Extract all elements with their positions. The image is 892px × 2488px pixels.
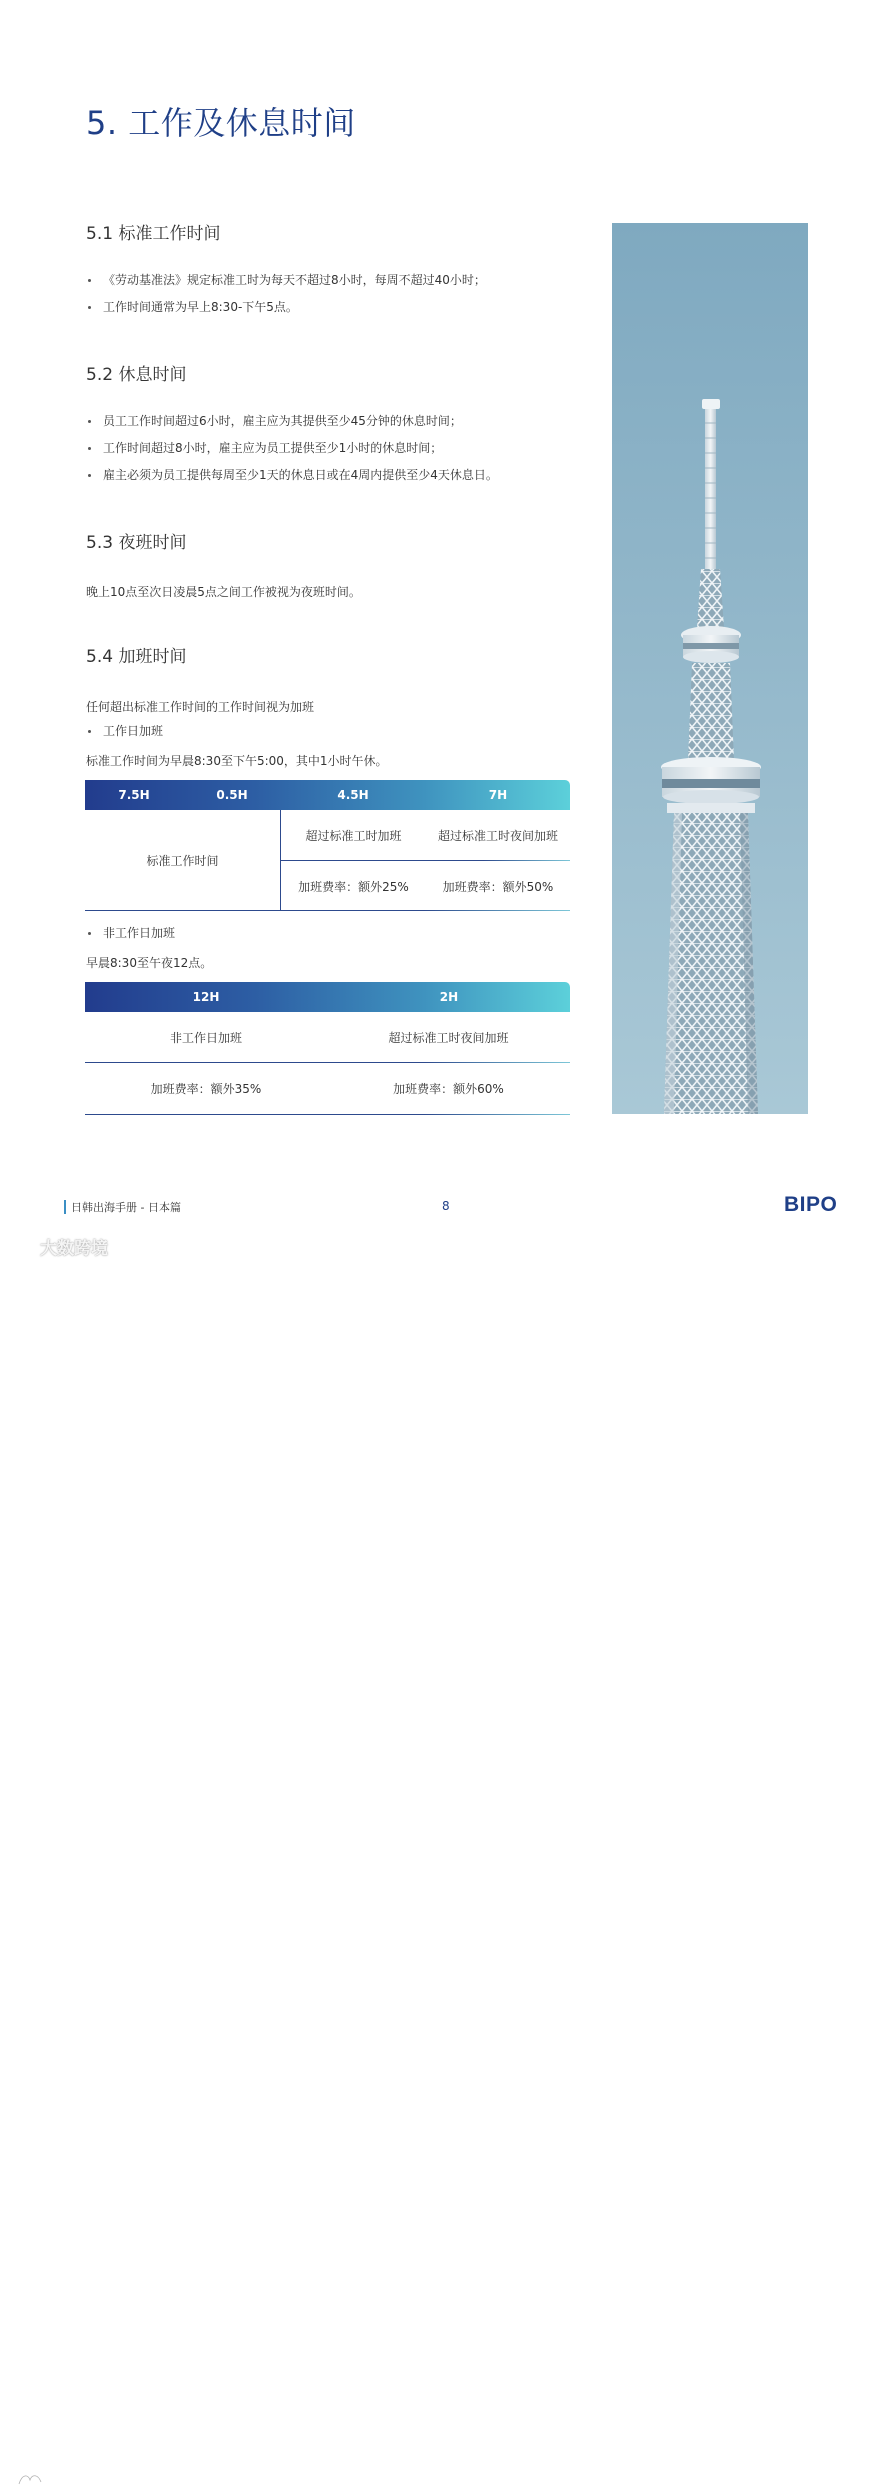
page-title: 5. 工作及休息时间 bbox=[86, 104, 356, 142]
weekday-overtime-table bbox=[85, 810, 570, 911]
watermark-text: 大数跨境 bbox=[40, 1239, 108, 1259]
divider bbox=[85, 910, 570, 911]
section-heading-overtime: 5.4 加班时间 bbox=[86, 647, 187, 667]
list-item: 工作日加班 bbox=[86, 718, 163, 745]
skytree-photo bbox=[612, 223, 808, 1114]
standard-hours-cell: 标准工作时间 bbox=[146, 854, 219, 868]
section-heading-rest-time: 5.2 休息时间 bbox=[86, 365, 187, 385]
standard-hours-list bbox=[86, 267, 486, 321]
weekday-hours-bar bbox=[85, 780, 570, 810]
overtime-type-cell: 超过标准工时加班 bbox=[305, 828, 402, 843]
bar-label: 2H bbox=[439, 990, 459, 1004]
holiday-overtime-desc: 早晨8:30至午夜12点。 bbox=[86, 956, 213, 970]
list-item: 员工工作时间超过6小时，雇主应为其提供至少45分钟的休息时间； bbox=[86, 408, 498, 435]
bar-label: 7H bbox=[488, 788, 508, 802]
bar-label: 12H bbox=[192, 990, 220, 1004]
footer-document-title: 日韩出海手册 - 日本篇 bbox=[71, 1201, 181, 1214]
overtime-rate-cell: 加班费率：额外25% bbox=[298, 879, 409, 894]
holiday-hours-bar bbox=[85, 982, 570, 1012]
list-item: 非工作日加班 bbox=[86, 920, 175, 947]
section-heading-night-shift: 5.3 夜班时间 bbox=[86, 533, 187, 553]
bipo-logo: BIPO bbox=[784, 1193, 838, 1216]
holiday-overtime-table bbox=[85, 1012, 570, 1115]
watermark-icon bbox=[16, 2470, 44, 2488]
bar-label: 4.5H bbox=[337, 788, 369, 802]
list-item: 工作时间超过8小时，雇主应为员工提供至少1小时的休息时间； bbox=[86, 435, 498, 462]
holiday-overtime-rate-cell: 加班费率：额外35% bbox=[150, 1082, 262, 1096]
night-overtime-rate-cell: 加班费率：额外60% bbox=[393, 1082, 504, 1096]
rest-time-list bbox=[86, 408, 498, 489]
weekday-overtime-bullet bbox=[86, 718, 163, 745]
list-item: 雇主必须为员工提供每周至少1天的休息日或在4周内提供至少4天休息日。 bbox=[86, 462, 498, 489]
holiday-overtime-bullet bbox=[86, 920, 175, 947]
watermark bbox=[8, 1234, 108, 1259]
overtime-intro: 任何超出标准工作时间的工作时间视为加班 bbox=[86, 700, 315, 714]
night-overtime-rate-cell: 加班费率：额外50% bbox=[442, 879, 554, 894]
holiday-overtime-type-cell: 非工作日加班 bbox=[169, 1030, 242, 1045]
section-heading-standard-hours: 5.1 标准工作时间 bbox=[86, 224, 221, 244]
bar-label: 0.5H bbox=[216, 788, 248, 802]
page-number: 8 bbox=[442, 1199, 450, 1213]
list-item: 《劳动基准法》规定标准工时为每天不超过8小时，每周不超过40小时； bbox=[86, 267, 486, 294]
divider bbox=[85, 1114, 570, 1115]
footer-accent-bar bbox=[64, 1200, 66, 1214]
night-shift-text: 晚上10点至次日凌晨5点之间工作被视为夜班时间。 bbox=[86, 585, 361, 599]
night-overtime-type-cell: 超过标准工时夜间加班 bbox=[437, 828, 558, 843]
list-item: 工作时间通常为早上8:30-下午5点。 bbox=[86, 294, 486, 321]
weekday-overtime-desc: 标准工作时间为早晨8:30至下午5:00，其中1小时午休。 bbox=[86, 754, 388, 768]
night-overtime-type-cell: 超过标准工时夜间加班 bbox=[388, 1030, 509, 1045]
bar-label: 7.5H bbox=[118, 788, 150, 802]
